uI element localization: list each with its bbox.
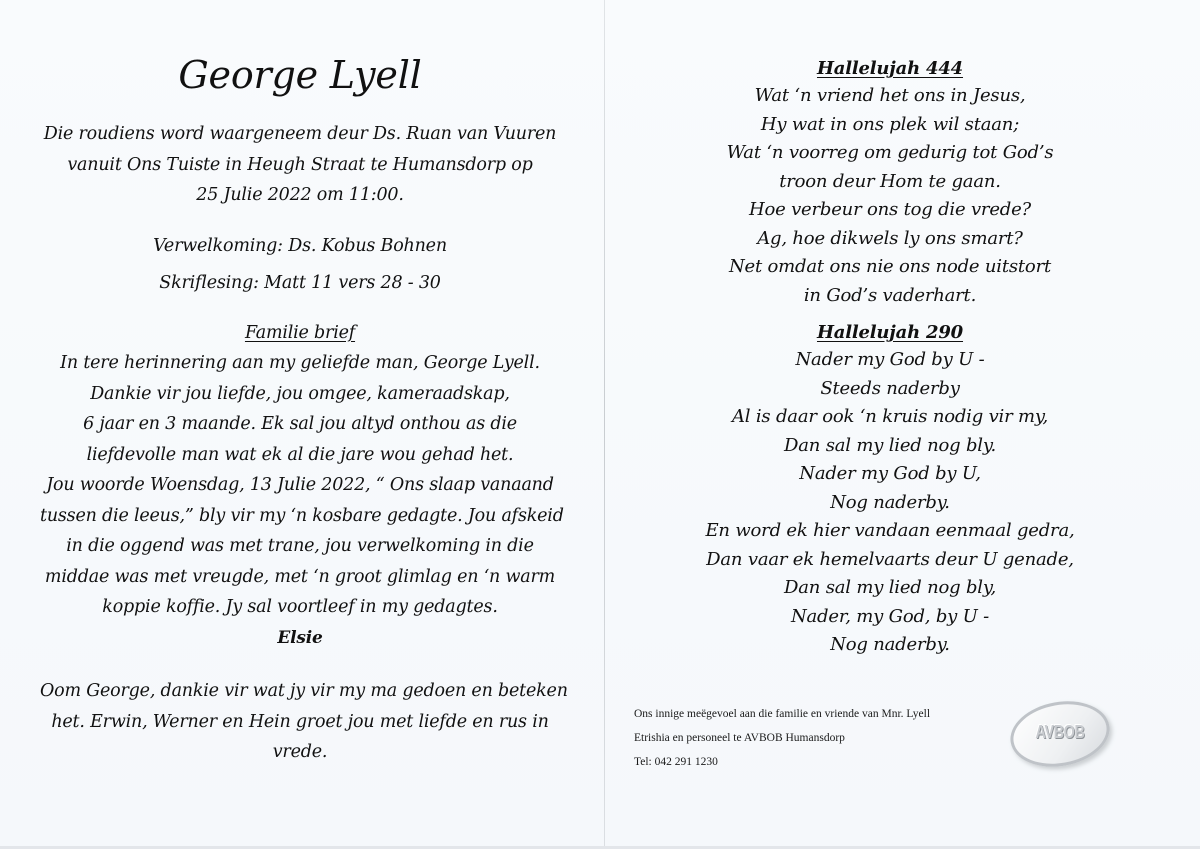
hymn-line: Nog naderby. xyxy=(830,491,950,513)
hymn-line: Nader, my God, by U - xyxy=(790,605,990,627)
service-line: Die roudiens word waargeneem deur Ds. Ruan van Vuuren xyxy=(43,124,557,144)
service-line: 25 Julie 2022 om 11:00. xyxy=(196,185,404,205)
hymn-line: Net omdat ons nie ons node uitstort xyxy=(728,256,1052,277)
scripture-reading-line: Skriflesing: Matt 11 vers 28 - 30 xyxy=(159,273,441,293)
fold-line xyxy=(604,0,605,849)
closing-message xyxy=(40,676,568,768)
hymn-line: Wat ‘n vriend het ons in Jesus, xyxy=(754,85,1026,106)
letter-line: tussen die leeus,” bly vir my ‘n kosbare gedagte. Jou afskeid xyxy=(40,505,564,526)
hymn-line: Nog naderby. xyxy=(830,634,950,655)
reading-line-block xyxy=(40,268,560,299)
hymn-title: Hallelujah 444 xyxy=(816,58,964,79)
deceased-name-title: George Lyell xyxy=(178,53,422,97)
letter-line: koppie koffie. Jy sal voortleef in my gedagtes. xyxy=(102,597,498,617)
letter-line: In tere herinnering aan my geliefde man, George Lyell. xyxy=(60,353,540,373)
hymn-line: Ag, hoe dikwels ly ons smart? xyxy=(757,227,1023,249)
hymn-line: Nader my God by U, xyxy=(799,463,981,484)
hymn-line: Hy wat in ons plek wil staan; xyxy=(760,113,1020,135)
family-letter-heading: Familie brief xyxy=(244,323,356,343)
family-letter xyxy=(40,318,564,653)
hymn-290 xyxy=(640,320,1140,660)
closing-line: Oom George, dankie vir wat jy vir my ma gedoen en beteken xyxy=(40,681,568,701)
letter-line: Dankie vir jou liefde, jou omgee, kameraadskap, xyxy=(90,383,510,404)
welcome-line: Verwelkoming: Ds. Kobus Bohnen xyxy=(153,236,447,256)
hymn-line: troon deur Hom te gaan. xyxy=(779,170,1001,192)
hymn-line: Dan sal my lied nog bly. xyxy=(784,434,996,456)
logo-text: AVBOB xyxy=(1035,722,1085,742)
closing-line: het. Erwin, Werner en Hein groet jou met liefde en rus in xyxy=(51,711,549,732)
condolence-line: Ons innige meëgevoel aan die familie en vriende van Mnr. Lyell xyxy=(634,708,931,720)
hymn-line: Dan vaar ek hemelvaarts deur U genade, xyxy=(706,548,1074,570)
funeral-home-footer xyxy=(634,702,930,774)
from-line: Etrishia en personeel te AVBOB Humansdorp xyxy=(634,732,845,744)
service-line: vanuit Ons Tuiste in Heugh Straat te Humansdorp op xyxy=(67,154,533,175)
avbob-logo-icon xyxy=(1010,702,1110,766)
letter-signature: Elsie xyxy=(277,627,323,648)
hymn-line: En word ek hier vandaan eenmaal gedra, xyxy=(705,520,1075,541)
closing-line: vrede. xyxy=(272,742,328,762)
letter-line: Jou woorde Woensdag, 13 Julie 2022, “ Ons slaap vanaand xyxy=(46,475,554,495)
letter-line: 6 jaar en 3 maande. Ek sal jou altyd onthou as die xyxy=(83,414,517,434)
hymn-line: Wat ‘n voorreg om gedurig tot God’s xyxy=(726,142,1054,163)
hymn-444 xyxy=(640,56,1140,310)
letter-line: middae was met vreugde, met ‘n groot glimlag en ‘n warm xyxy=(44,566,556,587)
hymn-line: Steeds naderby xyxy=(820,377,960,399)
hymn-title: Hallelujah 290 xyxy=(816,322,964,343)
service-details xyxy=(40,119,560,211)
hymn-line: Al is daar ook ‘n kruis nodig vir my, xyxy=(731,406,1049,427)
hymn-line: in God’s vaderhart. xyxy=(803,284,977,306)
hymn-line: Nader my God by U - xyxy=(795,349,985,370)
hymn-line: Hoe verbeur ons tog die vrede? xyxy=(748,199,1032,220)
letter-line: in die oggend was met trane, jou verwelkoming in die xyxy=(66,536,534,556)
phone-line: Tel: 042 291 1230 xyxy=(634,756,718,768)
letter-line: liefdevolle man wat ek al die jare wou gehad het. xyxy=(86,444,514,465)
welcome-line-block xyxy=(40,231,560,262)
hymn-line: Dan sal my lied nog bly, xyxy=(784,577,996,598)
